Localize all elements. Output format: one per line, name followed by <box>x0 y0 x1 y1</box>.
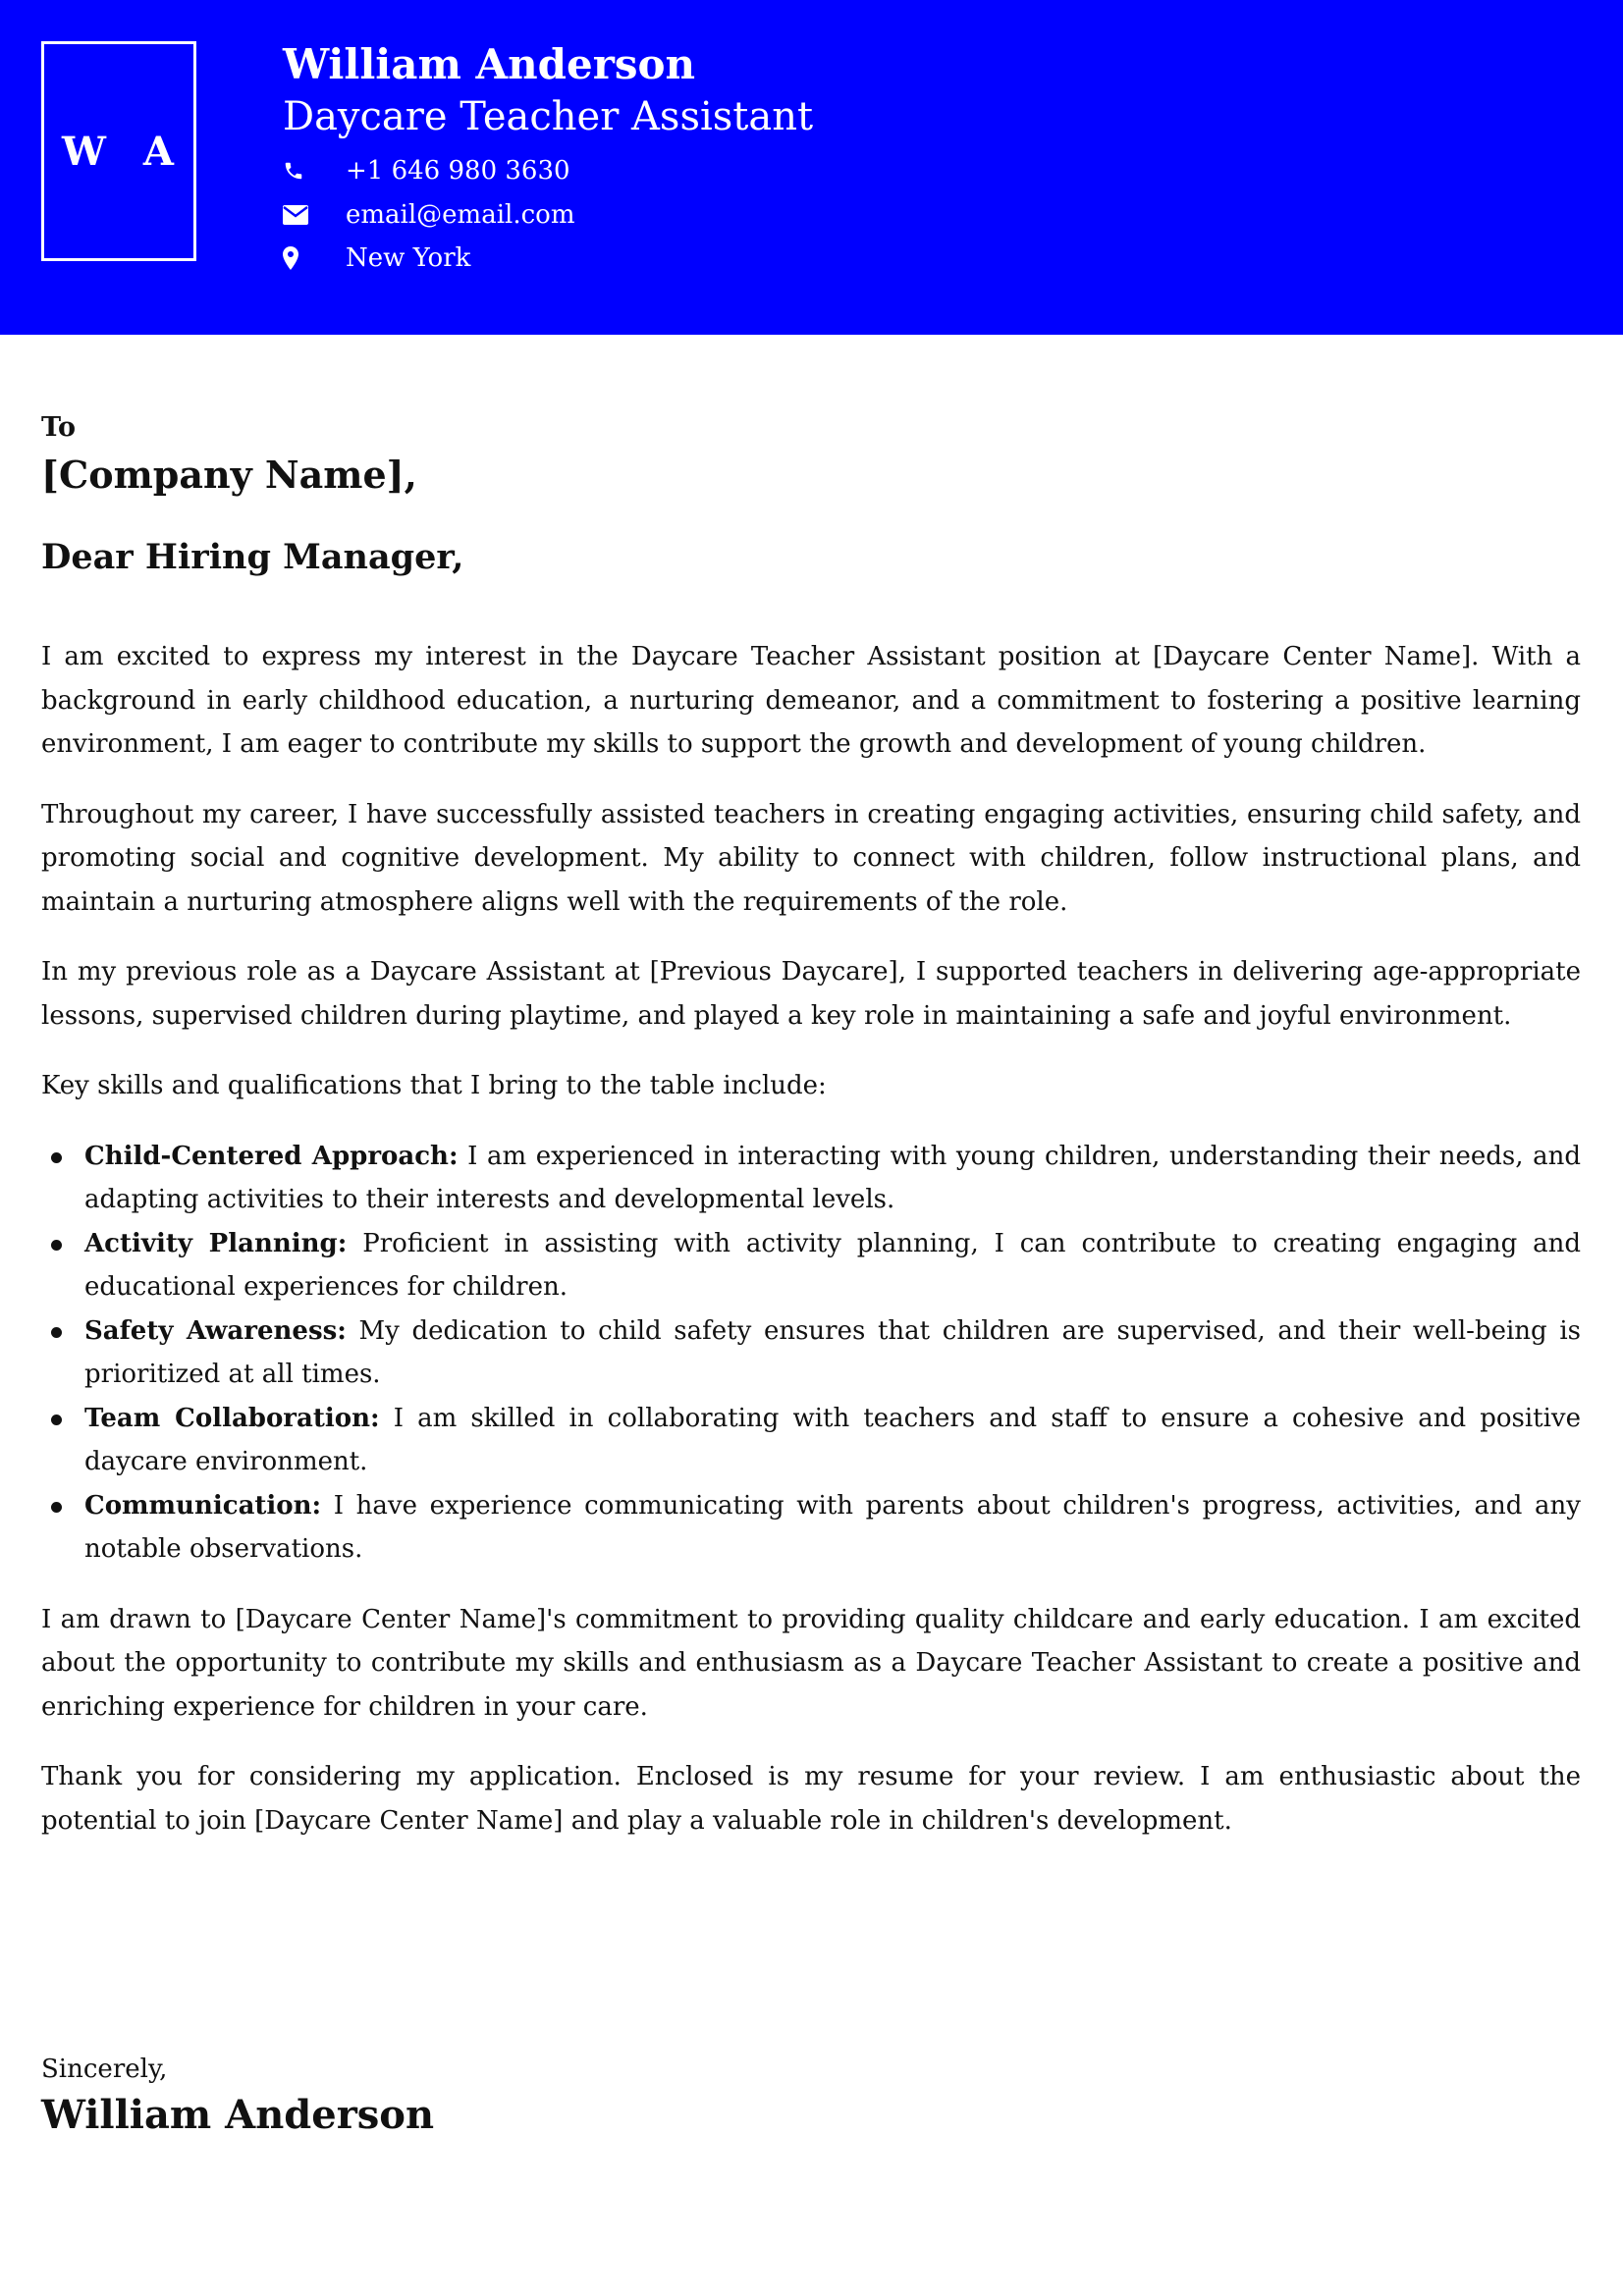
skill-title: Safety Awareness: <box>84 1315 347 1346</box>
skill-item <box>84 1397 1581 1484</box>
skill-text: I have experience communicating with parents about children's progress, activities, and any notable observations. <box>84 1490 1581 1564</box>
sign-off: Sincerely, <box>41 2055 168 2084</box>
recipient-label: To <box>41 412 77 443</box>
skill-title: Child-Centered Approach: <box>84 1141 459 1171</box>
contact-phone <box>283 153 570 188</box>
letter-body <box>41 635 1581 1869</box>
skills-list <box>41 1135 1581 1572</box>
skill-text: I am skilled in collaborating with teachers and staff to ensure a cohesive and positive daycare environment. <box>84 1403 1582 1476</box>
phone-icon <box>283 156 312 186</box>
contact-location <box>283 240 470 276</box>
salutation: Dear Hiring Manager, <box>41 537 464 577</box>
body-paragraph: I am excited to express my interest in the Daycare Teacher Assistant position at [Daycare Center Name]. With a background in early childhood education, a nurturing demeanor, and a commitment to fostering a positive learning environment, I am eager to contribute my skills to support the growth and development of young children. <box>41 642 1581 759</box>
signer-name: William Anderson <box>41 2092 435 2138</box>
skill-title: Team Collaboration: <box>84 1403 380 1433</box>
map-pin-icon <box>283 243 312 273</box>
body-paragraph: In my previous role as a Daycare Assistant at [Previous Daycare], I supported teachers in delivering age-appropriate lessons, supervised children during playtime, and played a key role in maintaining a safe and joyful environment. <box>41 957 1581 1031</box>
skill-item <box>84 1309 1581 1397</box>
skill-title: Communication: <box>84 1490 322 1521</box>
skill-item <box>84 1222 1581 1309</box>
header-banner <box>0 0 1623 335</box>
applicant-name: William Anderson <box>283 40 696 88</box>
location-text: New York <box>346 243 471 273</box>
body-paragraph: Key skills and qualifications that I bring to the table include: <box>41 1071 827 1100</box>
skill-item <box>84 1135 1581 1222</box>
skill-text: Proficient in assisting with activity planning, I can contribute to creating engaging and educational experiences for children. <box>84 1228 1582 1302</box>
phone-number: +1 646 980 3630 <box>346 156 570 186</box>
contact-email <box>283 197 574 233</box>
monogram-box <box>41 41 196 261</box>
body-paragraph: Thank you for considering my application. Enclosed is my resume for your review. I am enthusiastic about the potential to join [Daycare Center Name] and play a valuable role in children's development. <box>41 1762 1581 1836</box>
initials: W A <box>62 128 186 175</box>
company-name: [Company Name], <box>41 453 417 497</box>
body-paragraph: Throughout my career, I have successfully assisted teachers in creating engaging activities, ensuring child safety, and promoting social and cognitive development. My ability to connect with children, follow instructional plans, and maintain a nurturing atmosphere aligns well with the requirements of the role. <box>41 799 1581 917</box>
skill-title: Activity Planning: <box>84 1228 348 1258</box>
body-paragraph: I am drawn to [Daycare Center Name]'s commitment to providing quality childcare and early education. I am excited about the opportunity to contribute my skills and enthusiasm as a Daycare Teacher Assistant to create a positive and enriching experience for children in your care. <box>41 1604 1581 1722</box>
skill-text: My dedication to child safety ensures that children are supervised, and their well-being is prioritized at all times. <box>84 1315 1582 1389</box>
email-address: email@email.com <box>346 200 575 230</box>
skill-item <box>84 1484 1581 1572</box>
envelope-icon <box>283 200 312 230</box>
job-title: Daycare Teacher Assistant <box>283 94 814 139</box>
skill-text: I am experienced in interacting with young children, understanding their needs, and adapting activities to their interests and developmental levels. <box>84 1141 1581 1214</box>
